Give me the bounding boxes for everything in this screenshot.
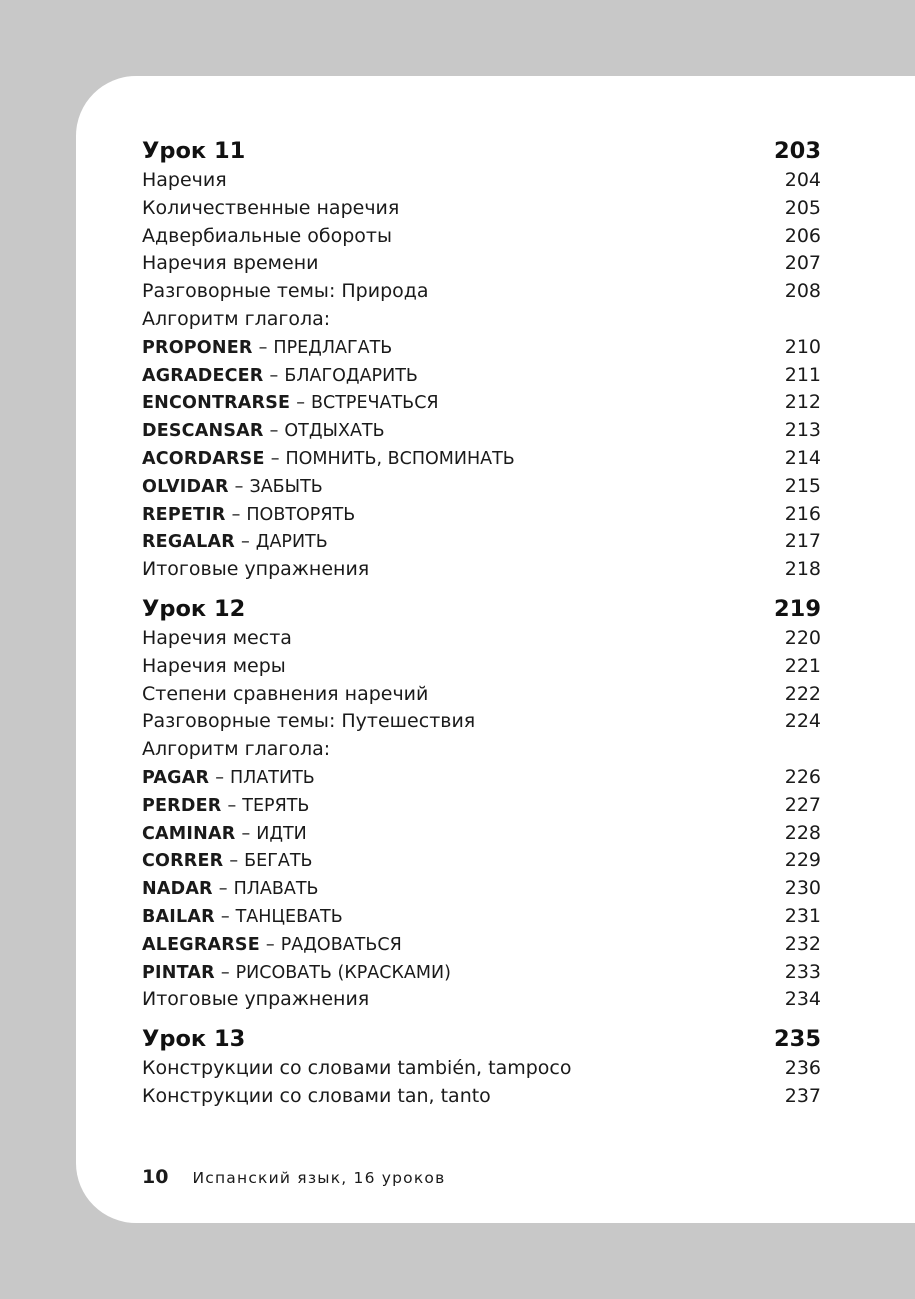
entry-label: Алгоритм глагола: <box>142 307 331 330</box>
entry-page-number: 228 <box>784 821 821 844</box>
toc-verb-entry[interactable] <box>142 903 821 931</box>
toc-entry[interactable] <box>142 653 821 681</box>
verb-name: NADAR <box>142 879 213 900</box>
toc-verb-entry[interactable] <box>142 792 821 820</box>
page-footer <box>142 1166 445 1188</box>
verb-name: BAILAR <box>142 906 215 927</box>
lesson-page-number: 203 <box>774 138 821 164</box>
lesson-title: Урок 11 <box>142 138 246 164</box>
entry-page-number: 214 <box>784 446 821 469</box>
toc-entry[interactable] <box>142 708 821 736</box>
verb-name: OLVIDAR <box>142 476 229 497</box>
entry-page-number: 210 <box>784 335 821 358</box>
verb-translation: БЛАГОДАРИТЬ <box>284 365 418 386</box>
toc-verb-entry[interactable] <box>142 875 821 903</box>
verb-translation: РАДОВАТЬСЯ <box>280 934 402 955</box>
entry-page-number: 218 <box>784 558 821 581</box>
entry-page-number: 212 <box>784 391 821 414</box>
toc-verb-entry[interactable] <box>142 764 821 792</box>
dash-separator: – <box>218 879 228 900</box>
verb-translation: ВСТРЕЧАТЬСЯ <box>311 393 439 414</box>
entry-label <box>142 473 323 502</box>
verb-name: PAGAR <box>142 767 210 788</box>
toc-verb-entry[interactable] <box>142 417 821 445</box>
toc-verb-entry[interactable] <box>142 445 821 473</box>
dash-separator: – <box>240 532 250 553</box>
toc-verb-entry[interactable] <box>142 820 821 848</box>
toc-verb-entry[interactable] <box>142 362 821 390</box>
entry-label <box>142 501 355 530</box>
verb-translation: ПЛАТИТЬ <box>230 767 315 788</box>
entry-label: Алгоритм глагола: <box>142 738 331 761</box>
entry-page-number: 217 <box>784 530 821 553</box>
verb-translation: БЕГАТЬ <box>244 851 313 872</box>
verb-translation: ПЛАВАТЬ <box>233 879 319 900</box>
entry-page-number: 236 <box>784 1057 821 1080</box>
toc-entry[interactable] <box>142 195 821 223</box>
entry-label <box>142 764 315 793</box>
entry-label <box>142 528 328 557</box>
verb-name: REPETIR <box>142 504 226 525</box>
verb-name: ACORDARSE <box>142 448 265 469</box>
lesson-section <box>142 1024 821 1111</box>
toc-entry[interactable] <box>142 278 821 306</box>
toc-entry[interactable] <box>142 736 821 764</box>
entry-page-number: 205 <box>784 196 821 219</box>
verb-translation: ПРЕДЛАГАТЬ <box>273 337 393 358</box>
entry-label: Количественные наречия <box>142 196 400 219</box>
entry-page-number: 222 <box>784 682 821 705</box>
entry-label: Наречия места <box>142 626 292 649</box>
dash-separator: – <box>220 906 230 927</box>
verb-name: REGALAR <box>142 532 235 553</box>
dash-separator: – <box>227 795 237 816</box>
verb-translation: ИДТИ <box>256 823 307 844</box>
verb-translation: ДАРИТЬ <box>255 532 328 553</box>
verb-name: CORRER <box>142 851 224 872</box>
entry-label <box>142 959 451 988</box>
lesson-title: Урок 13 <box>142 1026 246 1053</box>
entry-label: Разговорные темы: Путешествия <box>142 710 476 733</box>
entry-label: Разговорные темы: Природа <box>142 280 429 303</box>
lesson-section <box>142 594 821 1014</box>
dash-separator: – <box>270 448 280 469</box>
entry-page-number: 229 <box>784 849 821 872</box>
toc-entry[interactable] <box>142 250 821 278</box>
lesson-page-number: 219 <box>774 595 821 622</box>
entry-page-number: 233 <box>784 960 821 983</box>
footer-page-number: 10 <box>142 1166 169 1188</box>
verb-translation: ПОВТОРЯТЬ <box>246 504 356 525</box>
dash-separator: – <box>265 934 275 955</box>
lesson-title: Урок 12 <box>142 595 246 622</box>
toc-verb-entry[interactable] <box>142 501 821 529</box>
toc-verb-entry[interactable] <box>142 847 821 875</box>
entry-page-number: 206 <box>784 224 821 247</box>
verb-translation: РИСОВАТЬ (КРАСКАМИ) <box>235 962 451 983</box>
entry-page-number: 213 <box>784 419 821 442</box>
footer-book-title: Испанский язык, 16 уроков <box>192 1169 446 1187</box>
entry-label: Наречия <box>142 169 227 191</box>
verb-name: CAMINAR <box>142 823 236 844</box>
entry-label <box>142 820 307 849</box>
lesson-heading[interactable] <box>142 1024 821 1055</box>
toc-entry[interactable] <box>142 1083 821 1111</box>
entry-page-number: 221 <box>784 654 821 677</box>
entry-label: Степени сравнения наречий <box>142 682 429 705</box>
verb-name: AGRADECER <box>142 365 264 386</box>
dash-separator: – <box>241 823 251 844</box>
dash-separator: – <box>269 365 279 386</box>
entry-page-number: 224 <box>784 710 821 733</box>
entry-label <box>142 847 313 876</box>
toc-entry[interactable] <box>142 625 821 653</box>
toc-entry[interactable] <box>142 223 821 251</box>
toc-entry[interactable] <box>142 1055 821 1083</box>
lesson-heading[interactable] <box>142 594 821 625</box>
toc-entry[interactable] <box>142 306 821 334</box>
entry-page-number: 204 <box>784 169 821 191</box>
entry-page-number: 231 <box>784 904 821 927</box>
entry-page-number: 226 <box>784 765 821 788</box>
dash-separator: – <box>234 476 244 497</box>
entry-page-number: 211 <box>784 363 821 386</box>
lesson-heading[interactable] <box>142 136 821 167</box>
entry-label: Итоговые упражнения <box>142 558 370 581</box>
verb-name: ENCONTRARSE <box>142 393 291 414</box>
entry-page-number: 234 <box>784 988 821 1011</box>
entry-label: Адвербиальные обороты <box>142 224 393 247</box>
entry-page-number: 216 <box>784 502 821 525</box>
verb-name: PINTAR <box>142 962 215 983</box>
entry-page-number: 237 <box>784 1084 821 1107</box>
verb-translation: ОТДЫХАТЬ <box>284 421 385 442</box>
entry-page-number: 230 <box>784 877 821 900</box>
entry-label: Итоговые упражнения <box>142 988 370 1011</box>
toc-entry[interactable] <box>142 986 821 1014</box>
dash-separator: – <box>220 962 230 983</box>
toc-verb-entry[interactable] <box>142 931 821 959</box>
toc-entry[interactable] <box>142 556 821 584</box>
dash-separator: – <box>231 504 241 525</box>
entry-page-number: 232 <box>784 932 821 955</box>
entry-label <box>142 389 439 418</box>
table-of-contents <box>142 136 821 1111</box>
verb-name: ALEGRARSE <box>142 934 260 955</box>
toc-verb-entry[interactable] <box>142 959 821 987</box>
entry-label: Конструкции со словами también, tampoco <box>142 1057 572 1080</box>
toc-verb-entry[interactable] <box>142 334 821 362</box>
entry-page-number: 208 <box>784 280 821 303</box>
entry-label: Конструкции со словами tan, tanto <box>142 1084 491 1107</box>
toc-entry[interactable] <box>142 167 821 195</box>
verb-name: PROPONER <box>142 337 253 358</box>
verb-translation: ЗАБЫТЬ <box>249 476 323 497</box>
entry-label: Наречия меры <box>142 654 286 677</box>
verb-name: PERDER <box>142 795 222 816</box>
entry-label: Наречия времени <box>142 252 319 275</box>
dash-separator: – <box>296 393 305 414</box>
verb-translation: ПОМНИТЬ, ВСПОМИНАТЬ <box>285 448 515 469</box>
entry-label <box>142 334 392 363</box>
toc-entry[interactable] <box>142 681 821 709</box>
toc-verb-entry[interactable] <box>142 389 821 417</box>
lesson-section <box>142 136 821 584</box>
entry-label <box>142 417 385 446</box>
lesson-page-number: 235 <box>774 1026 821 1053</box>
dash-separator: – <box>215 767 224 788</box>
verb-translation: ТАНЦЕВАТЬ <box>235 906 343 927</box>
entry-label <box>142 931 402 960</box>
dash-separator: – <box>229 851 239 872</box>
entry-page-number: 215 <box>784 474 821 497</box>
verb-name: DESCANSAR <box>142 421 264 442</box>
entry-label <box>142 792 309 821</box>
toc-verb-entry[interactable] <box>142 473 821 501</box>
verb-translation: ТЕРЯТЬ <box>242 795 310 816</box>
entry-label <box>142 875 319 904</box>
entry-page-number: 207 <box>784 252 821 275</box>
entry-page-number: 227 <box>784 793 821 816</box>
entry-page-number: 220 <box>784 626 821 649</box>
entry-label <box>142 362 418 391</box>
entry-label <box>142 903 343 932</box>
dash-separator: – <box>258 337 268 358</box>
entry-label <box>142 445 515 474</box>
dash-separator: – <box>269 421 279 442</box>
toc-verb-entry[interactable] <box>142 528 821 556</box>
